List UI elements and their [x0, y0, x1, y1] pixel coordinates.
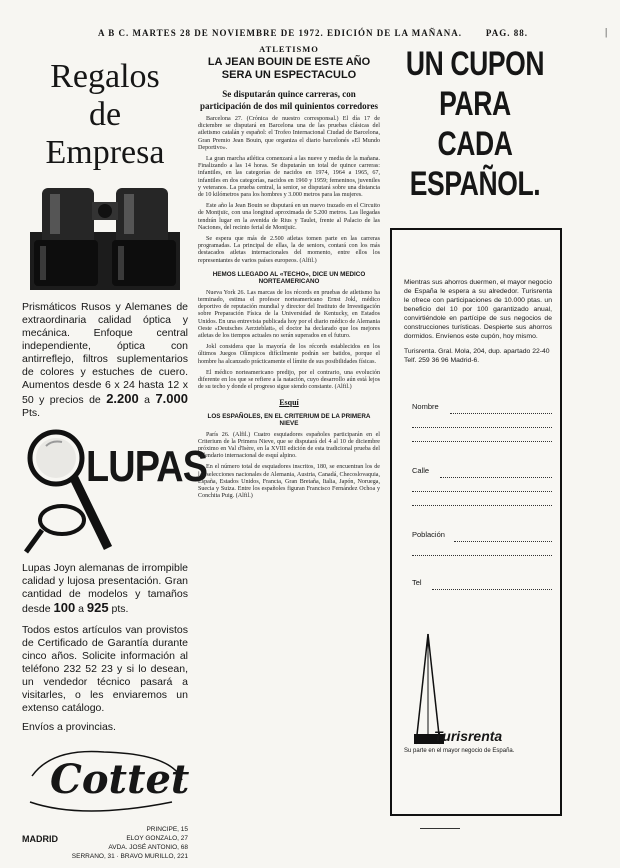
ski-headline: LOS ESPAÑOLES, EN EL CRITERIUM DE LA PRIMERA NIEVE — [207, 412, 371, 427]
page-number: PAG. 88. — [485, 28, 528, 38]
turisrenta-ad — [386, 44, 564, 818]
price-to: 7.000 — [155, 391, 188, 406]
name-field[interactable] — [450, 413, 552, 414]
coupon-text: Mientras sus ahorros duermen, el mayor negocio de España le espera a su alrededor. Turisrenta le ofrece con participaciones de 10.000 ptas. un beneficio del 10 por 100 garantizado anual, convirtiéndole en partícipe de sus negocios de construcciones turísticas. Despierte sus ahorros dormidos. Envíenos este cupón, hoy mismo. — [404, 279, 552, 340]
price-unit: Pts. — [22, 407, 41, 419]
magnifier-block — [22, 428, 208, 556]
article-paragraph: Se espera que más de 2.500 atletas tomen parte en las carreras programadas. La principal de ellas, la de seniors, contará con los más destacados atletas internacionales del momento, entre ellos los representantes de varios países europeos. (Alfil.) — [198, 236, 380, 264]
warranty-text: Todos estos artículos van provistos de Certificado de Garantía durante cinco años. Solicite información al teléfono 232 52 23 y si lo desean, un vendedor técnico pasará a visitarles, o les enviaremos un extenso catálogo. — [22, 624, 188, 714]
turisrenta-slogan: Su parte en el mayor negocio de España. — [404, 748, 515, 754]
article-subheadline: HEMOS LLEGADO AL «TECHO», DICE UN MEDICO NORTEAMERICANO — [212, 270, 366, 286]
article-paragraph: En el número total de esquiadores inscritos, 180, se encuentran los de las selecciones nacionales de Alemania, Austria, Canadá, Checoslovaquia, España, Estados Unidos, Francia, Gran Bretaña, Italia, Japón, Noruega, Suecia y Suiza. Entre los españoles figuran Francisco Fernández Ochoa y Conchita Puig. (Alfil.) — [198, 464, 380, 500]
article-paragraph: La gran marcha atlética comenzará a las nueve y media de la mañana. Finalizando a las 14 horas. Se disputarán un total de quince carreras: infantiles, en las categorías de nacidos en 1974, 1964 a 1965, 67, infantiles en dos categorías, nacidos en 1960 y 1959; femeninos, juveniles y veteranos. La prueba central, la senior, se disputará sobre una distancia de 10 kilómetros para los hombres y 3.000 metros para las mujeres. — [198, 156, 380, 199]
street-field-line2[interactable] — [412, 491, 552, 492]
town-field[interactable] — [454, 541, 552, 542]
gift-ad-title — [22, 58, 188, 172]
lupas-title: LUPAS — [86, 442, 208, 491]
cottet-logo-block — [22, 740, 188, 868]
gift-ad-title-line: de — [88, 96, 122, 133]
street-field-line3[interactable] — [412, 505, 552, 506]
store-address: AVDA. JOSÉ ANTONIO, 68 — [108, 844, 188, 851]
name-field-line2[interactable] — [412, 427, 552, 428]
article-paragraph: Jokl considera que la mayoría de los récords establecidos en los últimos Juegos Olímpicos difícilmente podrán ser batidos, porque el hombre ha alcanzado prácticamente el límite de sus posibilidades físicas. — [198, 344, 380, 365]
field-label-name: Nombre — [412, 402, 439, 411]
shipping-note: Envíos a provincias. — [22, 721, 116, 733]
lupas-price-from: 100 — [53, 600, 76, 615]
page-header — [98, 28, 528, 38]
field-label-town: Población — [412, 530, 445, 539]
lupas-price-to: 925 — [86, 600, 109, 615]
gift-ad-title-line: Regalos — [50, 58, 160, 95]
town-field-line2[interactable] — [412, 555, 552, 556]
article-paragraph: Nueva York 26. Las marcas de los récords en pruebas de atletismo ha terminado, estima el profesor norteamericano Ernst Jokl, médico deportivo de reputación mundial y director del Instituto de Investigación sobre Preparación Física de la Universidad de Kentucky, en Estados Unidos. En una entrevista publicada hoy por el diario médico de Alemania Oeste «Deutsches Aerzteblatt», el doctor ha declarado que los mejores atletas de los tiempos actuales no serán superados en el futuro. — [198, 289, 380, 340]
store-address: ELOY GONZALO, 27 — [126, 835, 188, 842]
price-from: 2.200 — [106, 391, 139, 406]
phone-field[interactable] — [432, 589, 552, 590]
article-paragraph: París 26. (Alfil.) Cuatro esquiadores españoles participarán en el Criterium de la Primera Nieve, que se disputará del 4 al 10 de diciembre próximo en Val d'Isère, en la XVIII edición de esta tradicional prueba del calendario internacional de esquí alpino. — [198, 431, 380, 460]
lupas-price-join: a — [78, 603, 84, 615]
store-city: MADRID — [22, 834, 58, 844]
field-label-phone: Tel — [412, 578, 422, 587]
header-dateline: A B C. MARTES 28 DE NOVIEMBRE DE 1972. EDICIÓN DE LA MAÑANA. — [98, 28, 462, 38]
store-address: SERRANO, 31 · BRAVO MURILLO, 221 — [71, 853, 188, 860]
article-headline: LA JEAN BOUIN DE ESTE AÑO SERA UN ESPECTACULO — [207, 56, 371, 81]
gift-ad — [22, 44, 208, 860]
turisrenta-brand: Turisrenta — [434, 728, 503, 744]
street-field[interactable] — [440, 477, 552, 478]
lupas-text: Lupas Joyn alemanas de irrompible calidad y lujosa presentación. Gran cantidad de modelos y tamaños desde — [22, 562, 188, 615]
binoculars-text: Prismáticos Rusos y Alemanes de extraordinaria calidad óptica y mecánica. Enfoque central independiente, óptica con antirreflejo, filtros suplementarios de colores y estuches de cuero. Aumentos desde 6 x 24 hasta 12 x 50 y precios de — [22, 301, 188, 406]
gift-ad-title-line: Empresa — [45, 134, 165, 171]
ski-section-label: Esquí — [279, 397, 299, 407]
coupon-ad-title — [406, 44, 545, 204]
name-field-line3[interactable] — [412, 441, 552, 442]
lupas-description — [22, 562, 188, 616]
article-paragraph: Este año la Jean Bouin se disputará en un nuevo trazado en el Circuito de Montjuïc, con una longitud aproximada de 5.200 metros. Las llegadas tendrán lugar en la avenida de Rius y Taulet, frente al Palacio de las Naciones, del recinto ferial de Montjuïc. — [198, 203, 380, 231]
coupon-ad-title-line: UN CUPON — [405, 45, 545, 83]
edge-mark: | — [605, 26, 608, 38]
coupon-address: Turisrenta. Gral. Mola, 204, dup. apartado 22-40 Telf. 259 36 96 Madrid-6. — [404, 348, 550, 364]
article-paragraph: Barcelona 27. (Crónica de nuestro corresponsal.) El día 17 de diciembre se disputará en Barcelona una de las pruebas clásicas del atletismo catalán y español: el Trofeo Internacional Ciudad de Barcelona, Gran Premio Jean Bouin, que organiza el diario barcelonés «El Mundo Deportivo». — [198, 116, 380, 151]
lupas-price-unit: pts. — [111, 603, 129, 615]
field-label-street: Calle — [412, 466, 430, 475]
footer-rule — [420, 828, 460, 829]
coupon-form[interactable] — [390, 228, 562, 816]
athletics-article — [198, 40, 380, 816]
section-label: ATLETISMO — [259, 44, 319, 54]
price-join: a — [144, 394, 151, 406]
article-subhead: Se disputarán quince carreras, con participación de dos mil quinientos corredores — [200, 89, 378, 111]
article-paragraph: El médico norteamericano predijo, por el contrario, una evolución diferente en los que se refiere a la natación, cuyo desarrollo aún está lejos de su techo y donde el progreso sigue siendo constante. (Alfil.) — [198, 369, 380, 391]
binoculars-image — [22, 180, 188, 292]
coupon-ad-title-line: ESPAÑOL. — [409, 165, 541, 203]
binoculars-description — [22, 301, 188, 420]
cottet-logo: Cottet — [50, 756, 190, 803]
coupon-ad-title-line: PARA CADA — [437, 85, 513, 163]
store-address: PRINCIPE, 15 — [146, 826, 188, 833]
